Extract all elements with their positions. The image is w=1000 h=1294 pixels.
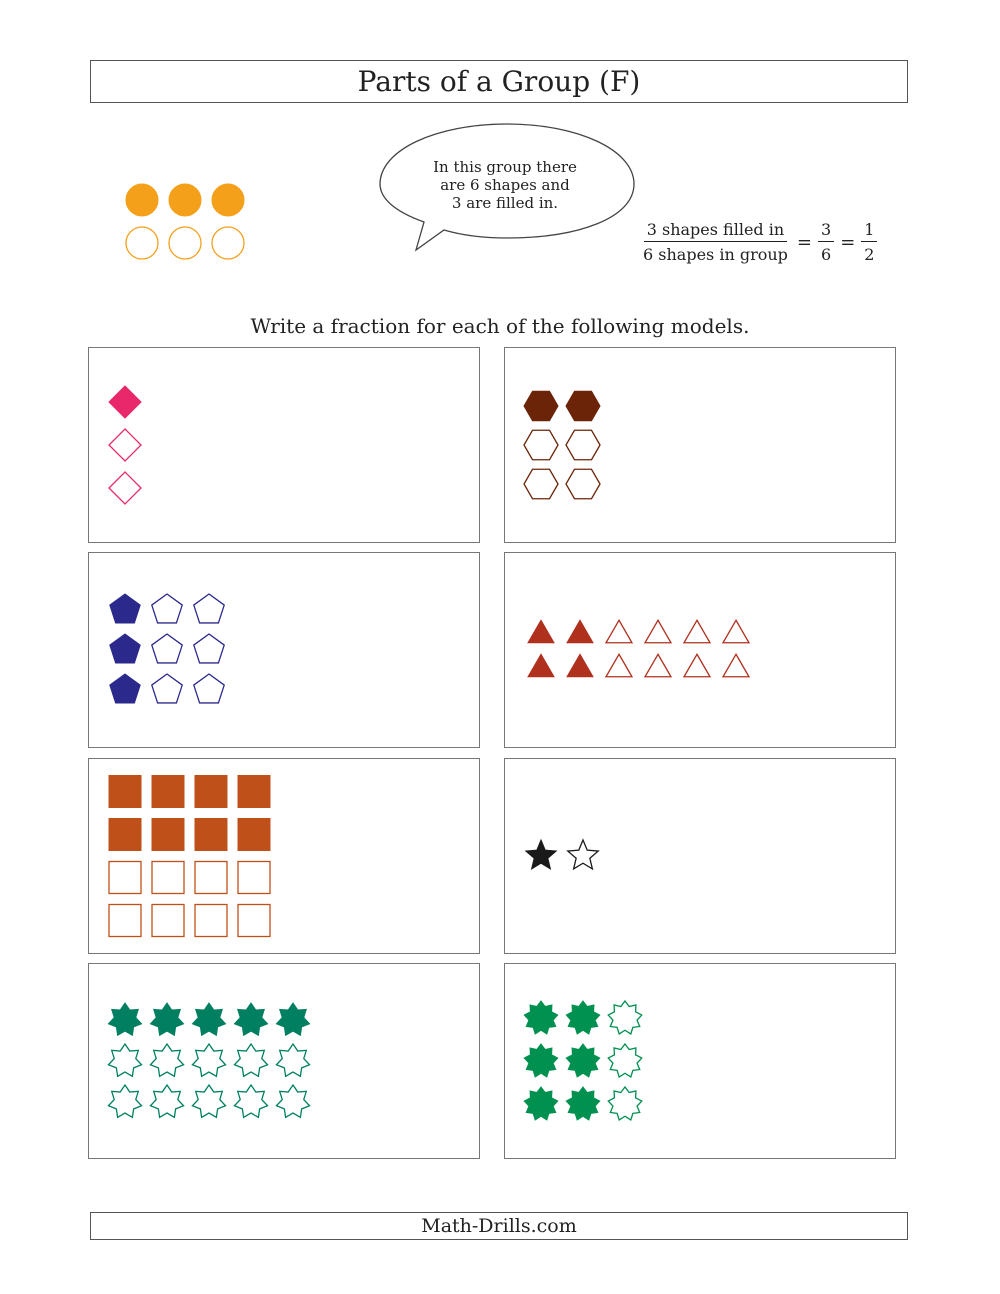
- bubble-text: [400, 158, 610, 212]
- square-empty-shape: [195, 862, 227, 894]
- bubble-line: are 6 shapes and: [440, 176, 570, 194]
- triangle-filled-shape: [528, 620, 554, 643]
- triangle-filled-shape: [567, 654, 593, 677]
- square-filled-shape: [195, 776, 227, 808]
- pentagon-empty-shape: [152, 594, 182, 623]
- footer: Math-Drills.com: [90, 1212, 908, 1240]
- model-box: [88, 963, 480, 1159]
- square-empty-shape: [109, 862, 141, 894]
- star5-empty-shape: [568, 840, 598, 869]
- hexagon-empty-shape: [524, 469, 558, 498]
- pentagon-filled-shape: [110, 594, 140, 623]
- model-box: [504, 758, 896, 954]
- pentagon-empty-shape: [152, 674, 182, 703]
- star9-filled-shape: [566, 1001, 599, 1034]
- model-box: [88, 758, 480, 954]
- example-shape-group: [110, 170, 270, 280]
- square-empty-shape: [238, 905, 270, 937]
- simplified-fraction: [861, 220, 877, 264]
- triangle-empty-shape: [606, 654, 632, 677]
- star5-filled-shape: [526, 840, 556, 869]
- star7-filled-shape: [108, 1003, 141, 1035]
- star9-filled-shape: [524, 1087, 557, 1120]
- square-empty-shape: [152, 862, 184, 894]
- triangle-empty-shape: [723, 654, 749, 677]
- square-empty-shape: [109, 905, 141, 937]
- equals-sign: =: [840, 231, 856, 253]
- star7-empty-shape: [192, 1085, 225, 1117]
- star9-empty-shape: [608, 1001, 641, 1034]
- pentagon-filled-shape: [110, 634, 140, 663]
- numeric-fraction: [818, 220, 834, 264]
- circle-filled-shape: [126, 184, 158, 216]
- star7-empty-shape: [234, 1044, 267, 1076]
- example-fraction: [640, 220, 877, 264]
- star7-empty-shape: [276, 1085, 309, 1117]
- model-shapes: [89, 553, 479, 747]
- model-box: [88, 552, 480, 748]
- circle-empty-shape: [212, 227, 244, 259]
- model-shapes: [89, 964, 479, 1158]
- triangle-empty-shape: [645, 620, 671, 643]
- triangle-empty-shape: [684, 620, 710, 643]
- model-shapes: [505, 964, 895, 1158]
- star7-empty-shape: [234, 1085, 267, 1117]
- star7-filled-shape: [276, 1003, 309, 1035]
- star9-filled-shape: [524, 1044, 557, 1077]
- triangle-empty-shape: [723, 620, 749, 643]
- model-box: [504, 347, 896, 543]
- triangle-filled-shape: [567, 620, 593, 643]
- square-empty-shape: [238, 862, 270, 894]
- square-filled-shape: [152, 819, 184, 851]
- instruction-text: Write a fraction for each of the following models.: [250, 314, 750, 338]
- star7-empty-shape: [108, 1085, 141, 1117]
- hexagon-filled-shape: [524, 391, 558, 420]
- diamond-empty-shape: [109, 472, 141, 504]
- triangle-empty-shape: [645, 654, 671, 677]
- bubble-line: 3 are filled in.: [451, 194, 559, 212]
- model-shapes: [505, 348, 895, 542]
- word-denominator: 6 shapes in group: [643, 245, 788, 264]
- square-filled-shape: [238, 819, 270, 851]
- square-empty-shape: [195, 905, 227, 937]
- hexagon-filled-shape: [566, 391, 600, 420]
- triangle-empty-shape: [684, 654, 710, 677]
- square-filled-shape: [109, 776, 141, 808]
- model-box: [88, 347, 480, 543]
- square-filled-shape: [238, 776, 270, 808]
- star9-empty-shape: [608, 1087, 641, 1120]
- equals-sign: =: [796, 231, 812, 253]
- star9-filled-shape: [566, 1087, 599, 1120]
- triangle-filled-shape: [528, 654, 554, 677]
- circle-empty-shape: [169, 227, 201, 259]
- circle-empty-shape: [126, 227, 158, 259]
- hexagon-empty-shape: [566, 469, 600, 498]
- circle-filled-shape: [169, 184, 201, 216]
- fraction-numerator: 3: [818, 220, 834, 242]
- diamond-empty-shape: [109, 429, 141, 461]
- star7-empty-shape: [150, 1044, 183, 1076]
- star9-empty-shape: [608, 1044, 641, 1077]
- circle-filled-shape: [212, 184, 244, 216]
- star9-filled-shape: [524, 1001, 557, 1034]
- triangle-empty-shape: [606, 620, 632, 643]
- model-box: [504, 963, 896, 1159]
- bubble-line: In this group there: [433, 158, 577, 176]
- star7-filled-shape: [234, 1003, 267, 1035]
- fraction-denominator: 6: [821, 245, 832, 264]
- model-shapes: [505, 759, 895, 953]
- star7-empty-shape: [108, 1044, 141, 1076]
- star7-filled-shape: [192, 1003, 225, 1035]
- diamond-filled-shape: [109, 386, 141, 418]
- word-fraction: [640, 220, 791, 264]
- square-filled-shape: [152, 776, 184, 808]
- simplified-denominator: 2: [864, 245, 875, 264]
- model-shapes: [505, 553, 895, 747]
- star7-empty-shape: [192, 1044, 225, 1076]
- star7-filled-shape: [150, 1003, 183, 1035]
- square-filled-shape: [109, 819, 141, 851]
- pentagon-empty-shape: [152, 634, 182, 663]
- star7-empty-shape: [276, 1044, 309, 1076]
- pentagon-empty-shape: [194, 594, 224, 623]
- hexagon-empty-shape: [566, 430, 600, 459]
- model-shapes: [89, 348, 479, 542]
- model-box: [504, 552, 896, 748]
- pentagon-empty-shape: [194, 634, 224, 663]
- star7-empty-shape: [150, 1085, 183, 1117]
- model-shapes: [89, 759, 479, 953]
- word-numerator: 3 shapes filled in: [644, 220, 787, 242]
- simplified-numerator: 1: [861, 220, 877, 242]
- star9-filled-shape: [566, 1044, 599, 1077]
- hexagon-empty-shape: [524, 430, 558, 459]
- pentagon-filled-shape: [110, 674, 140, 703]
- page-title: Parts of a Group (F): [90, 60, 908, 103]
- square-filled-shape: [195, 819, 227, 851]
- pentagon-empty-shape: [194, 674, 224, 703]
- square-empty-shape: [152, 905, 184, 937]
